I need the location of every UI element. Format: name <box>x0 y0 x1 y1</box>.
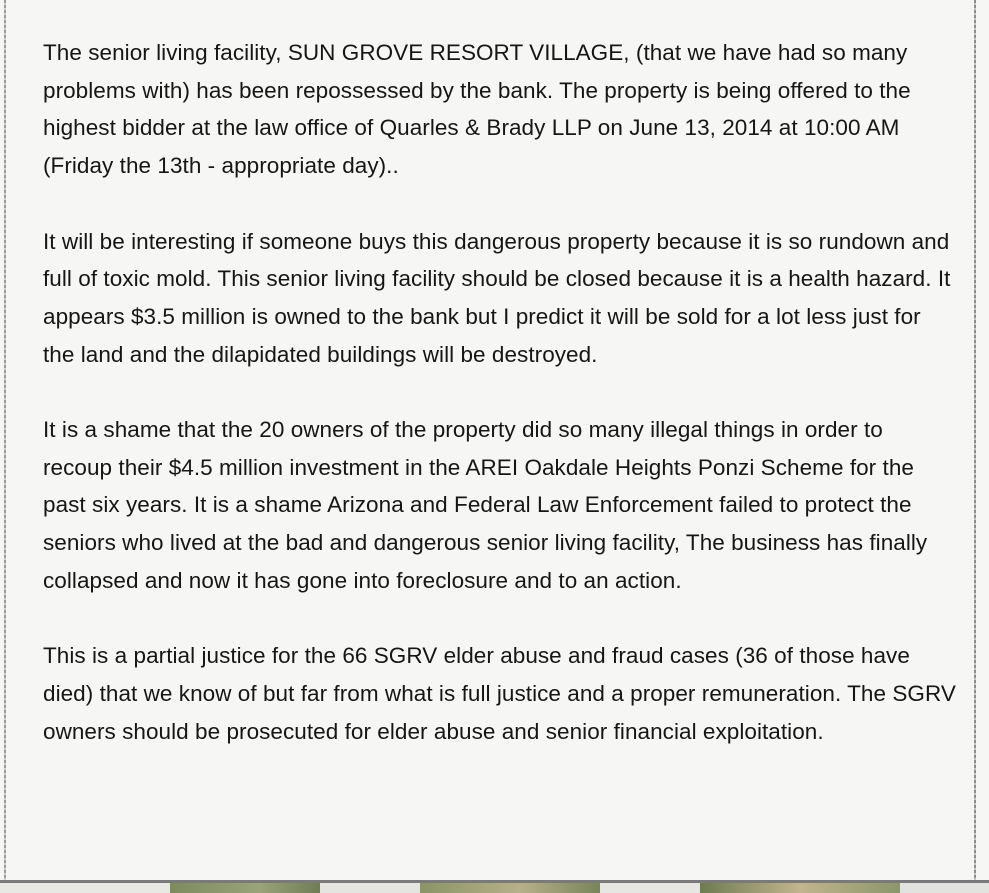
paragraph-ponzi-scheme: It is a shame that the 20 owners of the property did so many illegal things in order to recoup their $4.5 million investment in the AREI Oakdale Heights Ponzi Scheme for the past six years. It is a shame Arizona and Federal Law Enforcement failed to protect the seniors who lived at the bad and dangerous senior living facility, The business has finally collapsed and now it has gone into foreclosure and to an action. <box>43 417 928 593</box>
article-body <box>43 34 958 750</box>
paragraph-toxic-mold: It will be interesting if someone buys this dangerous property because it is so rundown and full of toxic mold. This senior living facility should be closed because it is a health hazard. It appears $3.5 million is owned to the bank but I predict it will be sold for a lot less just for the land and the dilapidated buildings will be destroyed. <box>43 228 951 367</box>
cropped-photo-strip <box>0 883 989 893</box>
right-border-rule <box>974 0 976 886</box>
paragraph-partial-justice: This is a partial justice for the 66 SGRV elder abuse and fraud cases (36 of those have died) that we know of but far from what is full justice and a proper remuneration. The SGRV owners should be prosecuted for elder abuse and senior financial exploitation. <box>43 643 956 744</box>
paragraph-repossession: The senior living facility, SUN GROVE RESORT VILLAGE, (that we have had so many problems with) has been repossessed by the bank. The property is being offered to the highest bidder at the law office of Quarles & Brady LLP on June 13, 2014 at 10:00 AM (Friday the 13th - appropriate day).. <box>43 40 911 179</box>
left-border-rule <box>4 0 6 886</box>
